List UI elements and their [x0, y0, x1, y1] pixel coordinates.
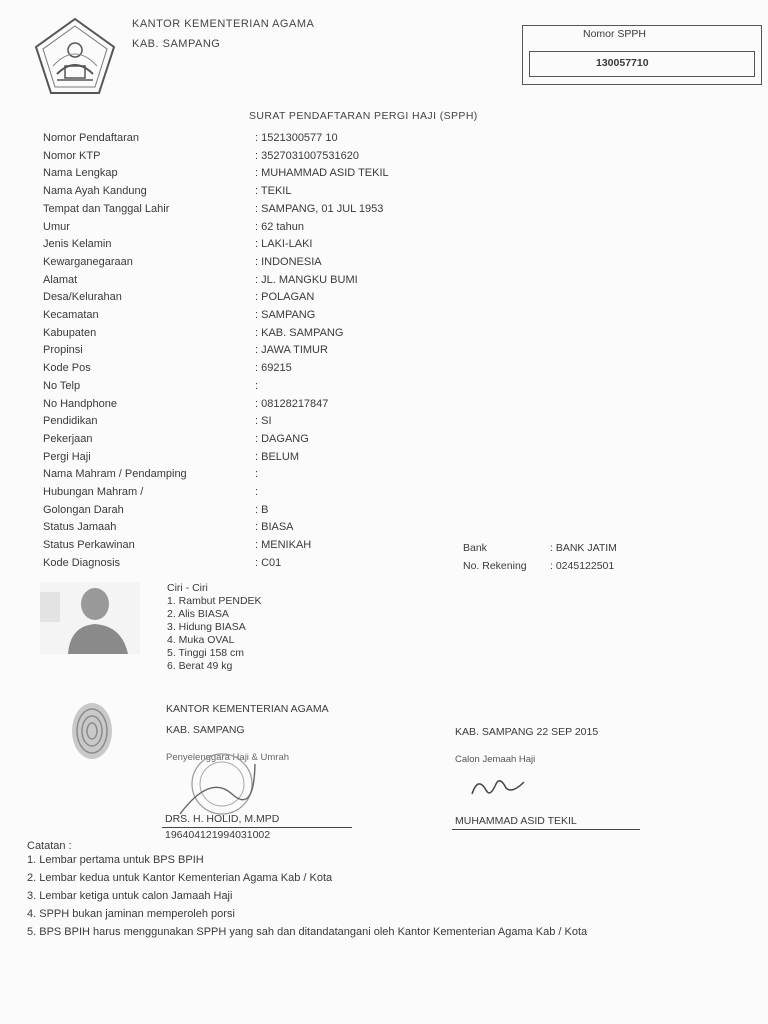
field-value: : JL. MANGKU BUMI — [255, 273, 358, 286]
ciri-heading: Ciri - Ciri — [167, 582, 208, 594]
candidate-signature — [468, 772, 528, 807]
field-label: No Handphone — [43, 397, 118, 410]
field-value: : 62 tahun — [255, 220, 304, 233]
field-value: : BIASA — [255, 521, 294, 534]
field-label: Kode Pos — [43, 362, 91, 375]
field-value: : — [255, 468, 259, 481]
field-label: Alamat — [43, 273, 78, 286]
ciri-item: 4. Muka OVAL — [167, 634, 235, 646]
document-title: SURAT PENDAFTARAN PERGI HAJI (SPPH) — [249, 110, 478, 122]
ministry-logo — [33, 16, 117, 101]
field-label: Pendidikan — [43, 415, 98, 428]
candidate-role: Calon Jemaah Haji — [455, 754, 536, 765]
rekening-label: No. Rekening — [463, 560, 527, 572]
field-label: Pekerjaan — [43, 432, 93, 445]
field-value: : DAGANG — [255, 432, 309, 445]
field-value: : INDONESIA — [255, 255, 322, 268]
note-item: 1. Lembar pertama untuk BPS BPIH — [27, 854, 204, 866]
field-value: : JAWA TIMUR — [255, 344, 328, 357]
sign-role: Penyelenggara Haji & Umrah — [166, 752, 290, 763]
field-value: : KAB. SAMPANG — [255, 326, 344, 339]
field-value: : 08128217847 — [255, 397, 329, 410]
field-label: Hubungan Mahram / — [43, 486, 144, 498]
nomor-spph-value-box — [529, 51, 755, 77]
note-item: 2. Lembar kedua untuk Kantor Kementerian Agama Kab / Kota — [27, 872, 333, 884]
field-value: : TEKIL — [255, 185, 292, 198]
field-label: Umur — [43, 220, 70, 233]
field-value: : SI — [255, 415, 272, 428]
candidate-sign-line — [452, 829, 640, 830]
ciri-item: 5. Tinggi 158 cm — [167, 647, 245, 659]
field-value: : B — [255, 503, 269, 516]
bank-value: : BANK JATIM — [550, 542, 617, 554]
field-value: : LAKI-LAKI — [255, 238, 313, 251]
field-label: Desa/Kelurahan — [43, 291, 122, 304]
field-value: : 69215 — [255, 362, 292, 375]
field-value: : SAMPANG — [255, 309, 316, 321]
field-label: Jenis Kelamin — [43, 238, 112, 251]
field-value: : MENIKAH — [255, 539, 312, 552]
field-label: Status Jamaah — [43, 521, 117, 534]
field-label: Nomor Pendaftaran — [43, 132, 139, 144]
notes-heading: Catatan : — [27, 840, 72, 852]
official-nip: 196404121994031002 — [165, 829, 271, 841]
applicant-photo — [40, 582, 140, 659]
nomor-spph-box — [522, 25, 762, 85]
field-value: : C01 — [255, 556, 282, 569]
ciri-item: 1. Rambut PENDEK — [167, 595, 262, 607]
field-value: : POLAGAN — [255, 291, 315, 304]
fingerprint — [68, 700, 116, 767]
field-label: Kabupaten — [43, 326, 97, 339]
bank-label: Bank — [463, 542, 487, 554]
field-label: Propinsi — [43, 344, 83, 357]
field-value: : MUHAMMAD ASID TEKIL — [255, 167, 389, 180]
field-value: : 3527031007531620 — [255, 149, 359, 162]
ciri-item: 6. Berat 49 kg — [167, 660, 233, 672]
rekening-value: : 0245122501 — [550, 560, 615, 572]
sign-office: KANTOR KEMENTERIAN AGAMA — [166, 703, 329, 715]
header-office: KANTOR KEMENTERIAN AGAMA — [132, 18, 315, 30]
note-item: 3. Lembar ketiga untuk calon Jamaah Haji — [27, 890, 233, 902]
field-value: : BELUM — [255, 450, 300, 463]
field-value: : SAMPANG, 01 JUL 1953 — [255, 202, 384, 215]
sign-district: KAB. SAMPANG — [166, 724, 245, 736]
header-district: KAB. SAMPANG — [132, 38, 221, 50]
field-label: Nomor KTP — [43, 149, 101, 162]
note-item: 4. SPPH bukan jaminan memperoleh porsi — [27, 908, 235, 920]
field-value: : — [255, 379, 259, 392]
note-item: 5. BPS BPIH harus menggunakan SPPH yang sah dan ditandatangani oleh Kantor Kementerian Agama Kab / Kota — [27, 926, 588, 938]
field-label: Tempat dan Tanggal Lahir — [43, 202, 170, 215]
nomor-spph-value: 130057710 — [596, 57, 649, 69]
official-sign-line — [162, 827, 352, 828]
ciri-item: 3. Hidung BIASA — [167, 621, 246, 633]
field-label: Pergi Haji — [43, 450, 91, 463]
field-label: Kode Diagnosis — [43, 556, 121, 569]
field-value: : — [255, 486, 259, 498]
place-date: KAB. SAMPANG 22 SEP 2015 — [455, 726, 599, 738]
field-value: : 1521300577 10 — [255, 132, 338, 144]
field-label: Nama Mahram / Pendamping — [43, 468, 187, 481]
ciri-item: 2. Alis BIASA — [167, 608, 229, 620]
nomor-spph-label: Nomor SPPH — [583, 28, 647, 40]
official-name: DRS. H. HOLID, M.MPD — [165, 813, 280, 825]
field-label: No Telp — [43, 379, 81, 392]
candidate-name: MUHAMMAD ASID TEKIL — [455, 815, 577, 827]
field-label: Nama Lengkap — [43, 167, 118, 180]
field-label: Nama Ayah Kandung — [43, 185, 147, 198]
field-label: Status Perkawinan — [43, 539, 135, 552]
field-label: Kewarganegaraan — [43, 255, 133, 268]
field-label: Kecamatan — [43, 309, 99, 321]
field-label: Golongan Darah — [43, 503, 124, 516]
